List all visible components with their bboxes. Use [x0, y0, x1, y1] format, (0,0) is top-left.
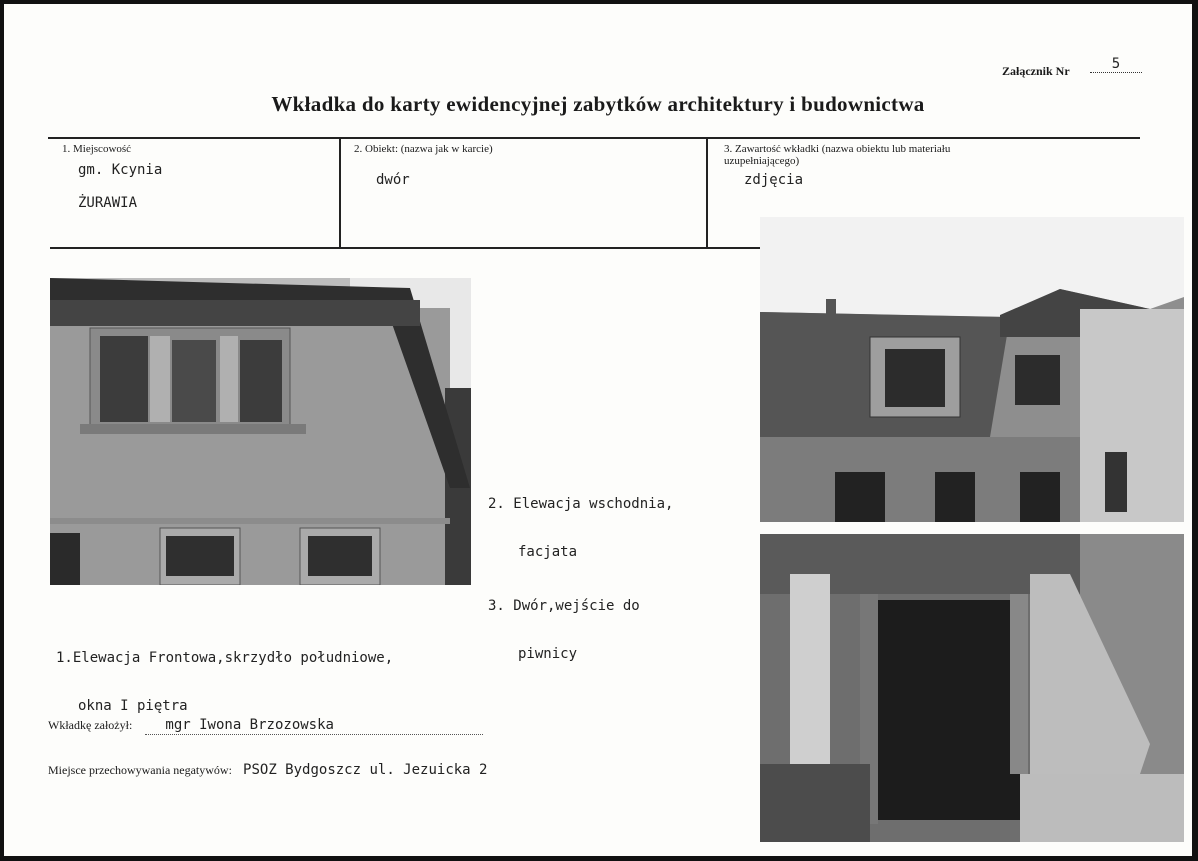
object-value: dwór [376, 172, 410, 188]
storage-label: Miejsce przechowywania negatywów: [48, 763, 232, 777]
caption-2-line1: 2. Elewacja wschodnia, [488, 496, 674, 512]
founder-label: Wkładkę założył: [48, 718, 133, 732]
attachment-label: Załącznik Nr [1002, 64, 1070, 78]
contents-label-line2: uzupełniającego) [724, 155, 800, 167]
caption-2-line2: facjata [518, 544, 578, 560]
caption-3-line1: 3. Dwór,wejście do [488, 598, 640, 614]
contents-label [724, 143, 950, 167]
locality-commune: gm. Kcynia [78, 162, 163, 178]
bottom-rule [50, 247, 762, 249]
object-label: 2. Obiekt: (nazwa jak w karcie) [354, 143, 493, 155]
caption-1-line1: 1.Elewacja Frontowa,skrzydło południowe, [56, 650, 394, 666]
photo-cellar-entrance [760, 534, 1184, 842]
storage-row [48, 759, 487, 779]
top-rule [48, 137, 1140, 139]
contents-label-line1: 3. Zawartość wkładki (nazwa obiektu lub materiału [724, 143, 951, 155]
photo-east-elevation [760, 217, 1184, 522]
attachment-number: 5 [1090, 56, 1142, 73]
caption-photo-3 [488, 566, 640, 694]
caption-1-line2: okna I piętra [78, 698, 188, 714]
column-divider-2 [706, 137, 708, 249]
storage-value: PSOZ Bydgoszcz ul. Jezuicka 2 [243, 762, 488, 778]
founder-value: mgr Iwona Brzozowska [145, 717, 483, 735]
evidence-card-insert [4, 4, 1192, 856]
founder-row [48, 714, 483, 735]
column-divider-1 [339, 137, 341, 249]
photo-front-elevation [50, 278, 471, 585]
locality-village: ŻURAWIA [78, 195, 138, 211]
caption-3-line2: piwnicy [518, 646, 578, 662]
form-title: Wkładka do karty ewidencyjnej zabytków architektury i budownictwa [271, 92, 925, 116]
locality-label: 1. Miejscowość [62, 143, 132, 155]
contents-value: zdjęcia [744, 172, 804, 188]
